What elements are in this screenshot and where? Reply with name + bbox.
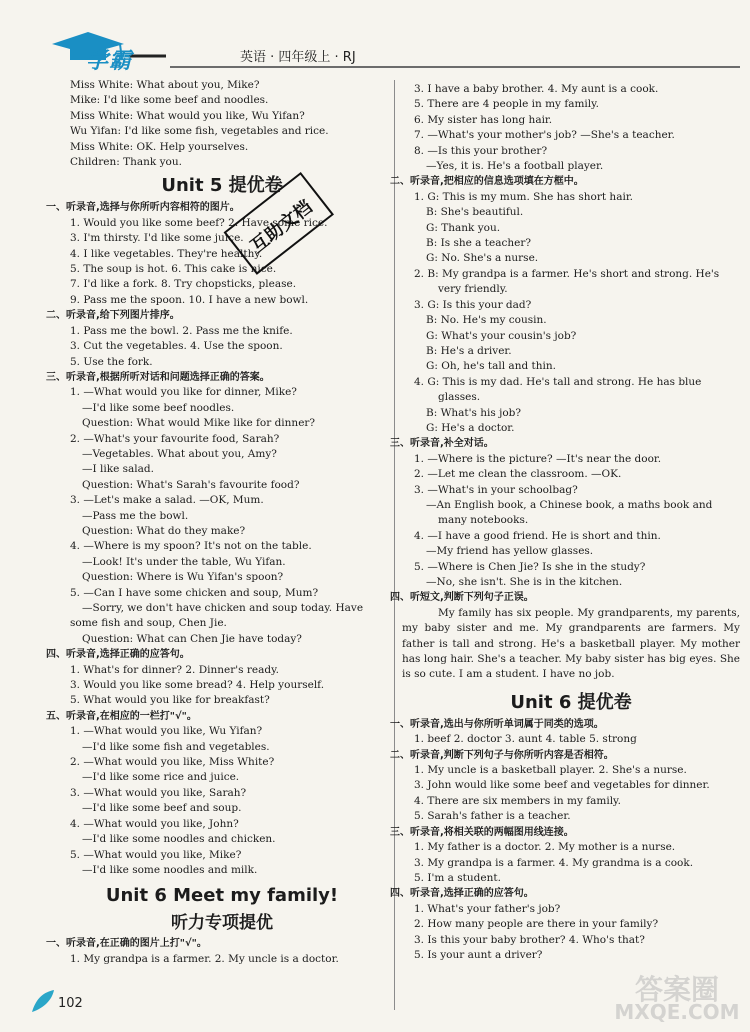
text-line: B: She's beautiful. <box>426 206 524 219</box>
section-heading: 三、听录音,根据所听对话和问题选择正确的答案。 <box>46 371 270 383</box>
text-line: 3. Cut the vegetables. 4. Use the spoon. <box>70 340 283 353</box>
text-line: Miss White: OK. Help yourselves. <box>70 140 249 153</box>
section-3 <box>390 436 740 590</box>
text-line: 5. What would you like for breakfast? <box>70 694 270 707</box>
text-line: 6. My sister has long hair. <box>414 113 553 126</box>
section-heading: 三、听录音,将相关联的两幅图用线连接。 <box>390 826 574 838</box>
text-line: Children: Thank you. <box>70 156 182 169</box>
text-line: 3. —Let's make a salad. —OK, Mum. <box>70 494 264 507</box>
section-4 <box>46 647 386 709</box>
right-column <box>390 82 740 963</box>
unit6-exam-title: Unit 6 提优卷 <box>510 691 632 713</box>
text-line: 1. My grandpa is a farmer. 2. My uncle is a doctor. <box>70 952 339 965</box>
section-heading: 二、听录音,给下列图片排序。 <box>46 310 180 322</box>
text-line: 3. G: Is this your dad? <box>414 298 532 311</box>
section-heading: 二、听录音,判断下列句子与你所听内容是否相符。 <box>390 749 614 761</box>
text-line: 1. What's your father's job? <box>414 902 561 915</box>
text-line: 3. —What's in your schoolbag? <box>414 483 578 496</box>
watermark <box>612 968 742 1024</box>
text-line: 3. I'm thirsty. I'd like some juice. <box>70 232 244 245</box>
text-line: 2. —What would you like, Miss White? <box>70 756 275 769</box>
text-line: 2. —What's your favourite food, Sarah? <box>70 432 280 445</box>
text-line: 5. I'm a student. <box>414 871 501 884</box>
text-line: Question: Where is Wu Yifan's spoon? <box>82 571 284 584</box>
text-line: Miss White: What about you, Mike? <box>70 79 260 91</box>
text-line: G: No. She's a nurse. <box>426 252 539 265</box>
text-line: —I like salad. <box>82 463 154 476</box>
text-line: 1. beef 2. doctor 3. aunt 4. table 5. strong <box>414 733 637 746</box>
text-line: —I'd like some noodles and milk. <box>82 863 258 876</box>
text-line: G: What's your cousin's job? <box>426 329 577 342</box>
text-line: —Vegetables. What about you, Amy? <box>82 447 277 460</box>
passage: My family has six people. My grandparents, my parents, my baby sister and me. My grandparents are farmers. My father is tall and strong. He's a basketball player. My mother has long hair. She's a teacher. My baby sister has big eyes. She is so cute. I am a student. I have no job. <box>402 606 740 681</box>
text-line: Question: What's Sarah's favourite food? <box>82 478 300 491</box>
unit6-title: Unit 6 Meet my family! <box>105 885 339 907</box>
column-divider <box>394 80 395 1010</box>
text-line: 1. Would you like some beef? 2. Have some rice. <box>70 216 328 229</box>
section-heading: 三、听录音,补全对话。 <box>390 438 494 450</box>
text-line: —Yes, it is. He's a football player. <box>426 160 604 173</box>
text-line: —No, she isn't. She is in the kitchen. <box>426 576 623 588</box>
header-title: 英语 · 四年级上 · RJ <box>240 50 356 65</box>
text-line: —An English book, a Chinese book, a maths book and <box>426 498 713 511</box>
text-line: 5. Use the fork. <box>70 355 153 368</box>
text-line: 3. I have a baby brother. 4. My aunt is a cook. <box>414 83 659 95</box>
section-2 <box>390 174 740 436</box>
text-line: 1. Pass me the bowl. 2. Pass me the knife. <box>70 324 293 337</box>
section-heading: 二、听录音,把相应的信息选项填在方框中。 <box>390 176 584 188</box>
text-line: Question: What can Chen Jie have today? <box>82 632 302 645</box>
text-line: Question: What would Mike like for dinner? <box>82 417 316 430</box>
text-line: Miss White: What would you like, Wu Yifan? <box>70 109 305 122</box>
section-2 <box>46 308 386 370</box>
leaf-icon <box>30 988 56 1014</box>
text-line: 3. Is this your baby brother? 4. Who's that? <box>414 933 645 946</box>
text-line: B: Is she a teacher? <box>426 237 531 250</box>
text-line: 3. My grandpa is a farmer. 4. My grandma is a cook. <box>414 856 694 869</box>
unit6-subtitle: 听力专项提优 <box>171 913 273 934</box>
section-6 <box>46 936 386 967</box>
section-heading: 一、听录音,在正确的图片上打"√"。 <box>46 938 207 950</box>
text-line: 1. My father is a doctor. 2. My mother is a nurse. <box>414 841 676 854</box>
text-line: B: He's a driver. <box>426 344 512 357</box>
text-line: 1. —What would you like, Wu Yifan? <box>70 725 263 738</box>
text-line: 4. There are six members in my family. <box>414 794 621 807</box>
text-line: Wu Yifan: I'd like some fish, vegetables and rice. <box>70 125 329 138</box>
page-header <box>40 18 740 78</box>
text-line: —I'd like some beef noodles. <box>82 401 235 414</box>
text-line: Question: What do they make? <box>82 524 246 537</box>
text-line: B: What's his job? <box>426 406 522 419</box>
text-line: 4. —What would you like, John? <box>70 817 239 830</box>
exam-section-3 <box>390 825 740 887</box>
section-3 <box>46 370 386 647</box>
text-line: —My friend has yellow glasses. <box>426 545 594 558</box>
text-line: some fish and soup, Chen Jie. <box>70 617 227 630</box>
text-line: 5. Sarah's father is a teacher. <box>414 810 571 823</box>
unit5-title: Unit 5 提优卷 <box>161 175 283 197</box>
text-line: 7. I'd like a fork. 8. Try chopsticks, please. <box>70 278 297 291</box>
section-heading: 五、听录音,在相应的一栏打"√"。 <box>46 710 197 722</box>
watermark-text: 答案圈 <box>634 973 719 1006</box>
logo <box>48 38 168 74</box>
section-heading: 一、听录音,选出与你所听单词属于同类的选项。 <box>390 718 604 730</box>
text-line: G: Thank you. <box>426 221 501 234</box>
section-heading: 一、听录音,选择与你所听内容相符的图片。 <box>46 202 240 214</box>
text-line: 1. —Where is the picture? —It's near the door. <box>414 452 662 465</box>
section-5 <box>46 709 386 878</box>
text-line: many notebooks. <box>438 514 529 527</box>
text-line: —I'd like some fish and vegetables. <box>82 740 270 753</box>
text-line: 1. —What would you like for dinner, Mike? <box>70 386 297 399</box>
text-line: 3. —What would you like, Sarah? <box>70 786 247 799</box>
text-line: 4. —I have a good friend. He is short and thin. <box>414 529 661 542</box>
text-line: 4. I like vegetables. They're healthy. <box>70 247 263 260</box>
exam-section-2 <box>390 748 740 825</box>
text-line: 5. —What would you like, Mike? <box>70 848 242 861</box>
text-line: 5. —Can I have some chicken and soup, Mum? <box>70 586 319 599</box>
text-line: 8. —Is this your brother? <box>414 144 548 157</box>
text-line: G: He's a doctor. <box>426 421 515 434</box>
exam-section-1 <box>390 717 740 748</box>
text-line: 7. —What's your mother's job? —She's a teacher. <box>414 129 675 142</box>
stamp-text: 互助文档 <box>246 196 317 258</box>
text-line: —I'd like some beef and soup. <box>82 802 242 815</box>
text-line: very friendly. <box>438 283 508 296</box>
text-line: 1. My uncle is a basketball player. 2. She's a nurse. <box>414 764 687 777</box>
dialogue-lines <box>58 78 386 170</box>
text-line: B: No. He's my cousin. <box>426 314 547 327</box>
text-line: 3. Would you like some bread? 4. Help yourself. <box>70 679 325 692</box>
text-line: glasses. <box>438 391 481 404</box>
logo-text: 学霸 <box>86 49 133 74</box>
exam-section-4 <box>390 886 740 963</box>
text-line: —I'd like some noodles and chicken. <box>82 833 276 846</box>
text-line: 4. —Where is my spoon? It's not on the table. <box>70 540 312 553</box>
text-line: 2. B: My grandpa is a farmer. He's short and strong. He's <box>414 267 720 280</box>
header-rule <box>170 66 740 68</box>
section-4 <box>390 590 740 682</box>
text-line: 1. G: This is my mum. She has short hair. <box>414 190 634 203</box>
text-line: Mike: I'd like some beef and noodles. <box>70 94 269 107</box>
section-heading: 四、听录音,选择正确的应答句。 <box>390 888 534 900</box>
text-line: 4. G: This is my dad. He's tall and strong. He has blue <box>414 375 702 388</box>
text-line: 3. John would like some beef and vegetables for dinner. <box>414 779 710 792</box>
text-line: —Look! It's under the table, Wu Yifan. <box>82 555 286 568</box>
text-line: —Pass me the bowl. <box>82 509 189 522</box>
text-line: 5. There are 4 people in my family. <box>414 98 600 111</box>
listening-lines <box>402 82 740 174</box>
text-line: 9. Pass me the spoon. 10. I have a new bowl. <box>70 293 309 306</box>
section-heading: 四、听短文,判断下列句子正误。 <box>390 592 534 604</box>
text-line: 2. How many people are there in your family? <box>414 918 659 931</box>
text-line: —I'd like some rice and juice. <box>82 771 240 784</box>
text-line: 5. Is your aunt a driver? <box>414 948 543 961</box>
page-number: 102 <box>58 996 83 1011</box>
text-line: 5. —Where is Chen Jie? Is she in the study? <box>414 560 646 573</box>
text-line: 1. What's for dinner? 2. Dinner's ready. <box>70 663 279 676</box>
text-line: G: Oh, he's tall and thin. <box>426 360 556 373</box>
stamp <box>220 165 340 285</box>
text-line: 5. The soup is hot. 6. This cake is nice. <box>70 263 277 276</box>
section-heading: 四、听录音,选择正确的应答句。 <box>46 649 190 661</box>
watermark-url: MXQE.COM <box>614 1000 740 1024</box>
text-line: —Sorry, we don't have chicken and soup today. Have <box>82 602 364 614</box>
text-line: 2. —Let me clean the classroom. —OK. <box>414 468 622 481</box>
